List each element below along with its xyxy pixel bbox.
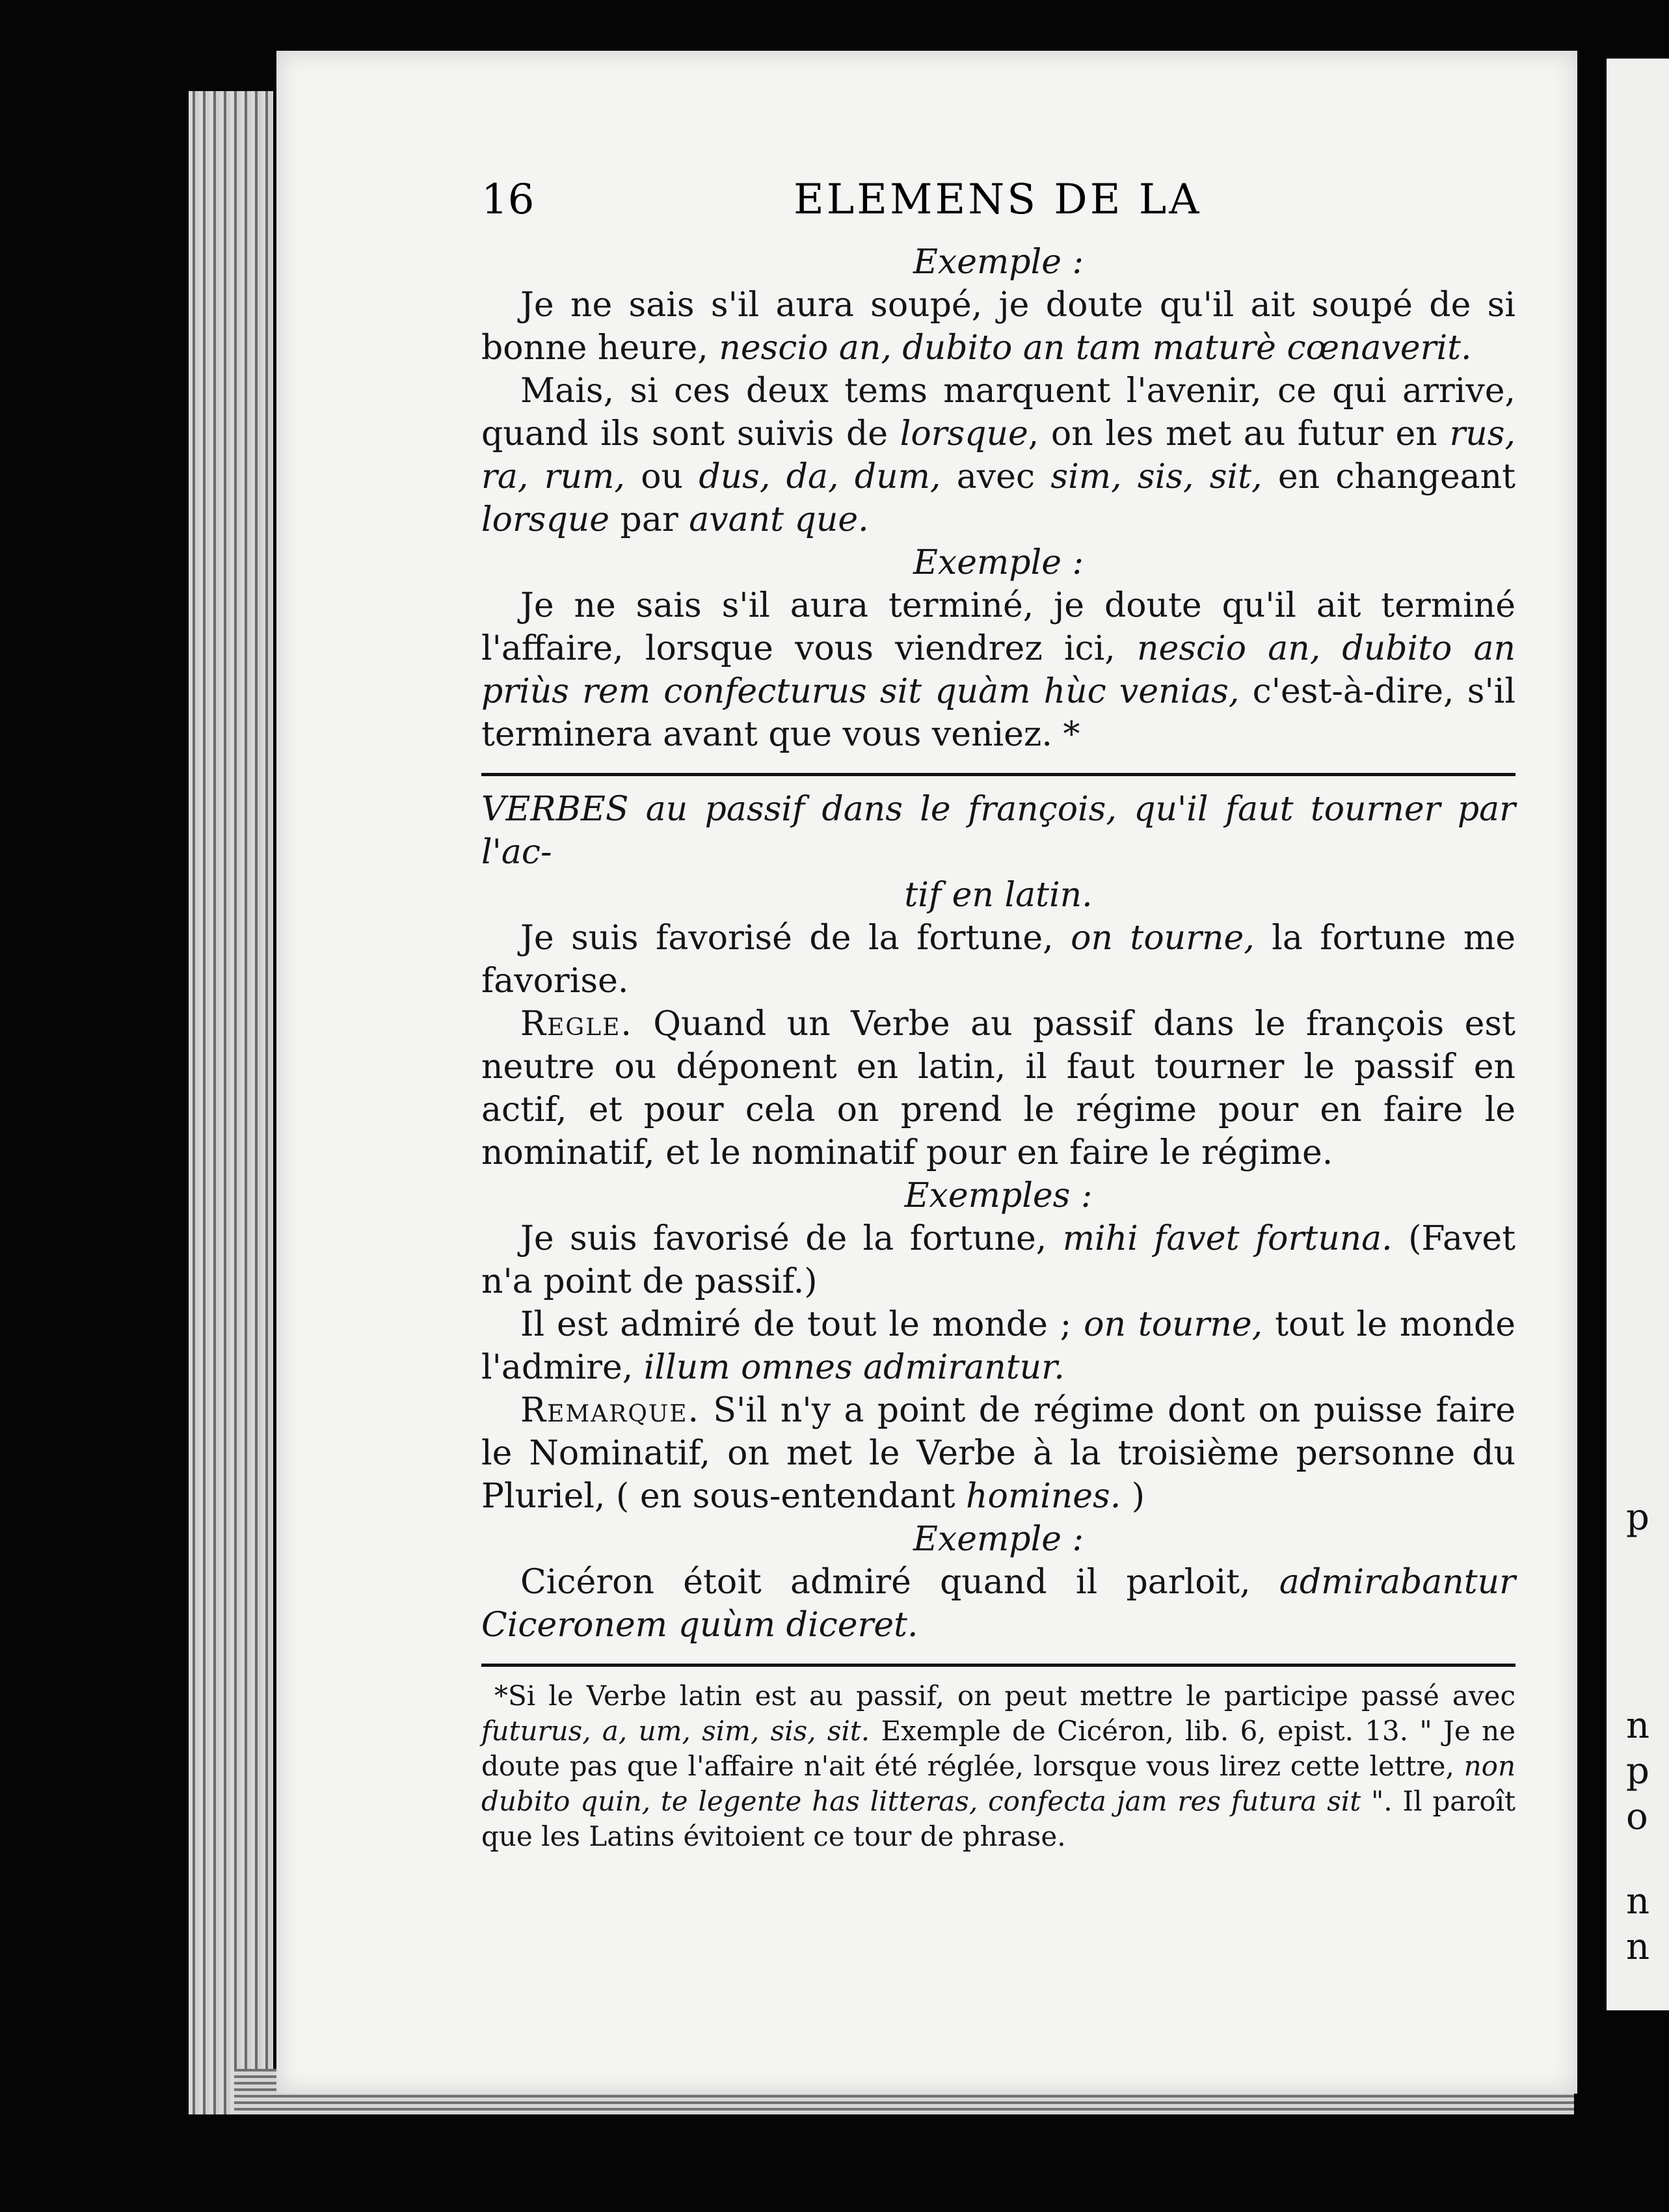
facing-page-letter: n bbox=[1626, 1705, 1650, 1747]
example-heading: Exemple : bbox=[913, 1520, 1084, 1559]
footnote: *Si le Verbe latin est au passif, on peut mettre le participe passé avec futurus, a, um, sim, sis, sit. Exemple de Cicéron, lib. 6, epist. 13. " Je ne doute pas que l'affaire n'ait été réglée, lorsque vous lirez cette lettre, non dubito quin, te legente has litteras, confecta jam res futura sit ". Il paroît que les Latins évitoient ce tour de phrase. bbox=[481, 1680, 1515, 1852]
section-title: VERBES au passif dans le françois, qu'il faut tourner par l'ac- tif en latin. bbox=[481, 790, 1515, 915]
paragraph: Cicéron étoit admiré quand il parloit, admirabantur Ciceronem quùm diceret. bbox=[481, 1563, 1515, 1645]
running-head bbox=[481, 176, 1515, 234]
paragraph: Il est admiré de tout le monde ; on tourne, tout le monde l'admire, illum omnes admirantur. bbox=[481, 1305, 1516, 1387]
paragraph: Je suis favorisé de la fortune, mihi favet fortuna. (Favet n'a point de passif.) bbox=[481, 1219, 1516, 1301]
facing-page-letter: n bbox=[1626, 1880, 1650, 1922]
paragraph: Je ne sais s'il aura soupé, je doute qu'il ait soupé de si bonne heure, nescio an, dubito an tam maturè cœnaverit. bbox=[481, 286, 1515, 368]
example-heading: Exemple : bbox=[913, 243, 1084, 282]
page-body bbox=[481, 241, 1515, 1854]
latin-phrase: nescio an, dubito an tam maturè cœnaverit. bbox=[719, 329, 1472, 368]
facing-page-letter: p bbox=[1626, 1750, 1649, 1792]
facing-page bbox=[1607, 59, 1669, 2010]
rule-label: Regle. bbox=[520, 1005, 633, 1044]
examples-heading: Exemples : bbox=[904, 1176, 1093, 1215]
section-divider bbox=[481, 773, 1515, 776]
facing-page-letter: o bbox=[1626, 1796, 1648, 1838]
remark-paragraph: Remarque. S'il n'y a point de régime dont on puisse faire le Nominatif, on met le Verbe à la troisième personne du Pluriel, ( en sous-entendant homines. ) bbox=[481, 1391, 1515, 1516]
footnote-divider bbox=[481, 1664, 1515, 1667]
remark-label: Remarque. bbox=[520, 1391, 701, 1430]
page-number: 16 bbox=[481, 176, 535, 224]
example-heading: Exemple : bbox=[913, 543, 1084, 582]
latin-phrase: nescio an, dubito an priùs rem confecturus sit quàm hùc venias, bbox=[481, 629, 1516, 711]
page-block-edge bbox=[189, 91, 273, 2114]
paragraph: Je ne sais s'il aura terminé, je doute qu'il ait terminé l'affaire, lorsque vous viendrez ici, nescio an, dubito an priùs rem confecturus sit quàm hùc venias, c'est-à-dire, s'il terminera avant que vous veniez. * bbox=[481, 586, 1516, 754]
rule-paragraph: Regle. Quand un Verbe au passif dans le françois est neutre ou déponent en latin, il faut tourner le passif en actif, et pour cela on prend le régime pour en faire le nominatif, et le nominatif pour en faire le régime. bbox=[481, 1005, 1515, 1172]
facing-page-letter: n bbox=[1626, 1926, 1650, 1968]
paragraph: Je suis favorisé de la fortune, on tourne, la fortune me favorise. bbox=[481, 919, 1515, 1001]
paragraph: Mais, si ces deux tems marquent l'avenir, ce qui arrive, quand ils sont suivis de lorsque, on les met au futur en rus, ra, rum, ou dus, da, dum, avec sim, sis, sit, en changeant lorsque par avant que. bbox=[481, 371, 1515, 539]
facing-page-letter: p bbox=[1626, 1496, 1649, 1539]
running-title: ELEMENS DE LA bbox=[794, 176, 1202, 224]
